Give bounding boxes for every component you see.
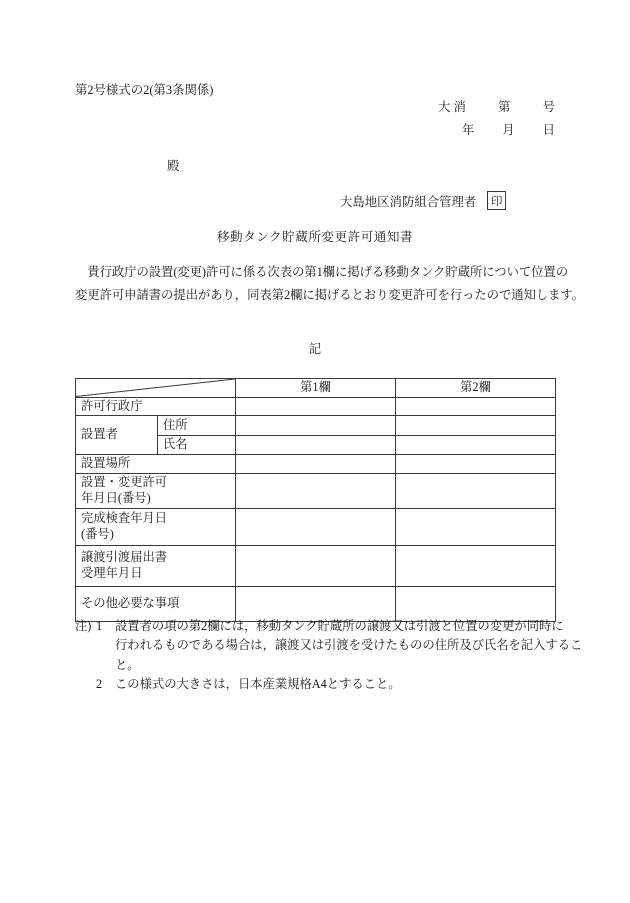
- form-number: 第2号様式の2(第3条関係): [75, 83, 214, 97]
- row-label: 設置場所: [76, 454, 236, 473]
- row-label-line: 完成検査年月日: [81, 511, 168, 525]
- date-year-label: 年: [462, 123, 475, 137]
- row-label-line: (番号): [81, 526, 114, 541]
- issuer-line: [340, 191, 506, 210]
- record-marker: 記: [308, 342, 322, 356]
- note-text-line: と。: [115, 657, 140, 672]
- spacer: [96, 656, 115, 675]
- note-number: 2: [96, 676, 103, 691]
- row-label: その他必要な事項: [76, 586, 236, 621]
- date-month-label: 月: [502, 123, 515, 137]
- notes-section: [75, 617, 583, 694]
- document-reference-line: [438, 97, 555, 115]
- spacer: [75, 636, 96, 655]
- table-cell-empty: [236, 397, 396, 416]
- table-cell-empty: [236, 416, 396, 436]
- seal-placeholder-icon: 印: [487, 191, 506, 210]
- column-header-2: 第2欄: [396, 379, 556, 398]
- table-cell-empty: [236, 454, 396, 473]
- spacer: [75, 675, 96, 694]
- doc-ref-prefix: 大 消: [438, 100, 466, 114]
- addressee-honorific: 殿: [167, 159, 180, 173]
- table-row: [76, 397, 556, 416]
- note-number: 1: [96, 619, 103, 633]
- date-line: [462, 120, 555, 138]
- table-cell-empty: [396, 416, 556, 436]
- body-paragraph: [75, 261, 585, 306]
- table-cell-empty: [396, 545, 556, 586]
- table-cell-empty: [396, 454, 556, 473]
- note-text-line: 設置者の項の第2欄には，移動タンク貯蔵所の譲渡又は引渡と位置の変更が同時に: [115, 619, 564, 633]
- row-label-line: 設置・変更許可: [81, 475, 168, 489]
- spacer: [96, 636, 115, 655]
- table-cell-empty: [236, 508, 396, 545]
- diagonal-line-icon: [76, 379, 235, 397]
- row-sublabel: 住所: [158, 416, 236, 436]
- document-title: 移動タンク貯蔵所変更許可通知書: [216, 230, 414, 244]
- table-row: [76, 545, 556, 586]
- table-cell-empty: [396, 473, 556, 508]
- issuer-title: 大島地区消防組合管理者: [340, 194, 477, 209]
- row-label: [76, 473, 236, 508]
- row-label-line: 譲渡引渡届出書: [81, 550, 168, 564]
- body-line: 変更許可申請書の提出があり，同表第2欄に掲げるとおり変更許可を行ったので通知します。: [75, 287, 585, 302]
- doc-ref-number-label: 第: [498, 100, 511, 114]
- doc-ref-number-suffix: 号: [542, 100, 555, 114]
- row-label: [76, 545, 236, 586]
- table-row: [76, 416, 556, 436]
- date-day-label: 日: [542, 123, 555, 137]
- table-cell-empty: [236, 586, 396, 621]
- spacer: [75, 656, 96, 675]
- table-cell-empty: [236, 473, 396, 508]
- table-cell-empty: [236, 545, 396, 586]
- note-text-line: この様式の大きさは，日本産業規格A4とすること。: [115, 676, 401, 691]
- column-header-1: 第1欄: [236, 379, 396, 398]
- table-cell-empty: [396, 508, 556, 545]
- diagonal-header-cell: [76, 379, 236, 398]
- row-label: 許可行政庁: [76, 397, 236, 416]
- table-cell-empty: [236, 436, 396, 455]
- notes-marker: 注): [75, 619, 92, 633]
- row-label-line: 年月日(番号): [81, 490, 151, 505]
- table-cell-empty: [396, 397, 556, 416]
- table-row: [76, 473, 556, 508]
- row-label: 設置者: [76, 416, 158, 455]
- table-cell-empty: [396, 436, 556, 455]
- row-sublabel: 氏名: [158, 436, 236, 455]
- table-header-row: [76, 379, 556, 398]
- row-label: [76, 508, 236, 545]
- row-label-line: 受理年月日: [81, 565, 143, 580]
- table-row: [76, 454, 556, 473]
- table-row: [76, 586, 556, 621]
- table-cell-empty: [396, 586, 556, 621]
- permit-table: [75, 378, 556, 622]
- body-line: 貴行政庁の設置(変更)許可に係る次表の第1欄に掲げる移動タンク貯蔵所について位置の: [75, 265, 568, 279]
- note-text-line: 行われるものである場合は，譲渡又は引渡を受けたものの住所及び氏名を記入するこ: [115, 638, 583, 653]
- table-row: [76, 508, 556, 545]
